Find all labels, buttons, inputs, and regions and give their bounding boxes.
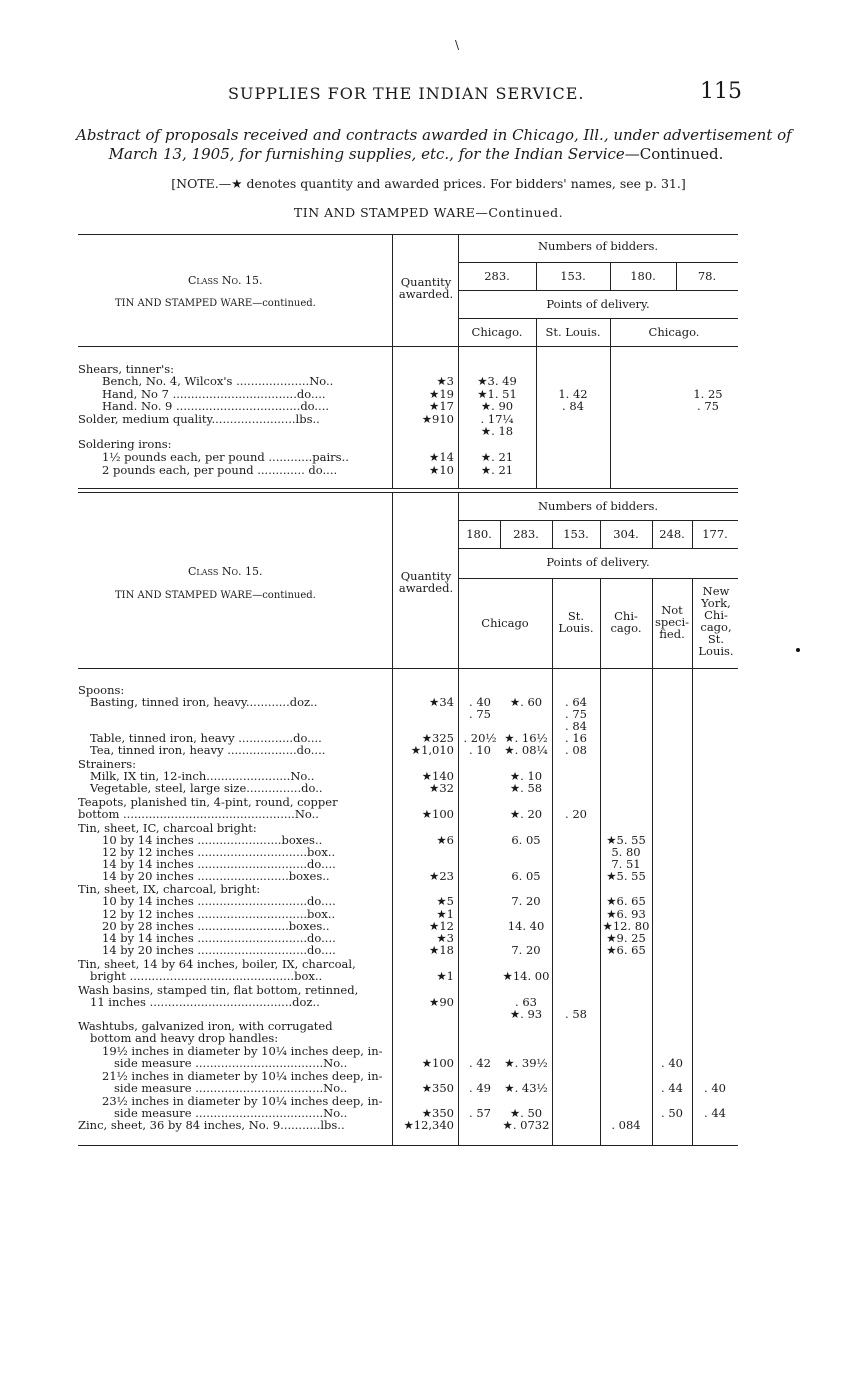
price-cell: . 20 <box>565 807 587 821</box>
bidder-283: 283. <box>513 527 539 541</box>
quantity-cell: ★32 <box>429 781 454 795</box>
row-label: Hand, No 7 ..................................do.... <box>102 387 326 401</box>
row-label: Shears, tinner's: <box>78 362 175 376</box>
row-label: 12 by 12 inches ..............................box.. <box>102 845 336 859</box>
class-subtitle: TIN AND STAMPED WARE—continued. <box>115 298 316 309</box>
price-cell: . 08 <box>565 743 587 757</box>
quantity-cell: ★23 <box>429 869 454 883</box>
price-cell: . 40 <box>469 695 491 709</box>
row-label: Tin, sheet, IX, charcoal, bright: <box>78 882 261 896</box>
price-cell: ★. 50 <box>509 1106 543 1120</box>
price-cell: 14. 40 <box>507 919 545 933</box>
bidders-header: Numbers of bidders. <box>537 239 659 253</box>
row-label: Tin, sheet, IC, charcoal bright: <box>78 821 257 835</box>
bidder-248: 248. <box>659 527 685 541</box>
row-label: Bench, No. 4, Wilcox's ....................No.. <box>102 374 334 388</box>
row-label: side measure ...................................No.. <box>114 1056 348 1070</box>
row-label: Tea, tinned iron, heavy ...................do.... <box>90 743 326 757</box>
quantity-cell: ★12 <box>429 919 454 933</box>
row-label: Wash basins, stamped tin, flat bottom, retinned, <box>78 983 359 997</box>
note: [NOTE.—★ denotes quantity and awarded prices. For bidders' names, see p. 31.] <box>171 176 686 191</box>
class-label: Class No. 15. <box>188 274 263 287</box>
row-label: Strainers: <box>78 757 137 771</box>
abstract-line-2: March 13, 1905, for furnishing supplies, etc., for the Indian Service <box>108 145 625 163</box>
row-label: 20 by 28 inches .........................boxes.. <box>102 919 330 933</box>
price-cell: ★3. 49 <box>477 374 517 388</box>
price-cell: ★. 10 <box>509 769 543 783</box>
delivery-chicago: Chicago. <box>471 325 523 339</box>
delivery-st-louis: St. Louis. <box>545 325 601 339</box>
delivery-header: Points of delivery. <box>546 555 650 569</box>
price-cell: ★. 43½ <box>504 1081 548 1095</box>
quantity-cell: ★325 <box>421 731 454 745</box>
price-cell: 7. 20 <box>511 943 541 957</box>
row-label: Table, tinned iron, heavy ...............do.... <box>90 731 322 745</box>
price-cell: ★9. 25 <box>606 931 646 945</box>
bidders-header: Numbers of bidders. <box>537 499 659 513</box>
bidder-180: 180. <box>630 269 656 283</box>
row-label: 21½ inches in diameter by 10¼ inches deep, in- <box>102 1069 383 1083</box>
row-label: Basting, tinned iron, heavy............doz.. <box>90 695 318 709</box>
price-cell: ★. 20 <box>509 807 543 821</box>
row-label: Vegetable, steel, large size...............do.. <box>90 781 323 795</box>
price-cell: ★. 08¼ <box>504 743 548 757</box>
quantity-cell: ★6 <box>436 833 454 847</box>
price-cell: . 17¼ <box>480 412 514 426</box>
row-label: 1½ pounds each, per pound ............pairs.. <box>102 450 349 464</box>
row-label: 14 by 14 inches ..............................do.... <box>102 931 336 945</box>
price-cell: . 40 <box>661 1056 683 1070</box>
row-label: Spoons: <box>78 683 125 697</box>
price-cell: . 75 <box>469 707 491 721</box>
price-cell: . 84 <box>565 719 587 733</box>
row-label: 10 by 14 inches .......................boxes.. <box>102 833 323 847</box>
quantity-cell: ★5 <box>436 894 454 908</box>
price-cell: ★. 58 <box>509 781 543 795</box>
price-cell: 1. 25 <box>693 387 723 401</box>
price-cell: . 42 <box>469 1056 491 1070</box>
running-title: SUPPLIES FOR THE INDIAN SERVICE. <box>228 84 585 103</box>
row-label: 10 by 14 inches ..............................do.... <box>102 894 336 908</box>
quantity-cell: ★350 <box>421 1106 454 1120</box>
price-cell: . 58 <box>565 1007 587 1021</box>
price-cell: ★12. 80 <box>602 919 650 933</box>
bidder-78: 78. <box>697 269 717 283</box>
price-cell: 7. 20 <box>511 894 541 908</box>
quantity-header: Quantity awarded. <box>398 275 454 301</box>
quantity-header: Quantity awarded. <box>398 569 454 595</box>
abstract-tail: —Continued. <box>624 145 724 163</box>
price-cell: ★6. 93 <box>606 907 646 921</box>
price-cell: ★6. 65 <box>606 943 646 957</box>
price-cell: ★. 21 <box>480 450 514 464</box>
quantity-cell: ★14 <box>429 450 454 464</box>
row-label: 14 by 14 inches ..............................do.... <box>102 857 336 871</box>
price-cell: ★. 16½ <box>504 731 548 745</box>
stray-mark: \ <box>455 38 460 52</box>
section-title: TIN AND STAMPED WARE—Continued. <box>293 205 564 220</box>
delivery-chicago: Chicago <box>481 616 529 630</box>
quantity-cell: ★17 <box>429 399 454 413</box>
abstract-line-1: Abstract of proposals received and contracts awarded in Chicago, Ill., under advertisement of <box>76 126 792 144</box>
quantity-cell: ★1 <box>436 907 454 921</box>
price-cell: . 84 <box>562 399 584 413</box>
price-cell: . 49 <box>469 1081 491 1095</box>
bidder-177: 177. <box>702 527 728 541</box>
price-cell: . 64 <box>565 695 587 709</box>
price-cell: . 084 <box>611 1118 641 1132</box>
price-cell: . 40 <box>704 1081 726 1095</box>
price-cell: ★5. 55 <box>606 869 646 883</box>
row-label: Hand. No. 9 ..................................do.... <box>102 399 330 413</box>
quantity-cell: ★90 <box>429 995 454 1009</box>
row-label: side measure ...................................No.. <box>114 1081 348 1095</box>
price-cell: . 75 <box>697 399 719 413</box>
bidder-153: 153. <box>560 269 586 283</box>
bidder-153: 153. <box>563 527 589 541</box>
row-label: Zinc, sheet, 36 by 84 inches, No. 9...........lbs.. <box>78 1118 345 1132</box>
quantity-cell: ★10 <box>429 463 454 477</box>
quantity-cell: ★18 <box>429 943 454 957</box>
price-cell: 7. 51 <box>611 857 641 871</box>
price-cell: ★5. 55 <box>606 833 646 847</box>
price-cell: . 57 <box>469 1106 491 1120</box>
quantity-cell: ★350 <box>421 1081 454 1095</box>
row-label: 11 inches .......................................doz.. <box>90 995 320 1009</box>
quantity-cell: ★12,340 <box>403 1118 454 1132</box>
price-cell: . 44 <box>661 1081 683 1095</box>
row-label: Solder, medium quality.......................lbs.. <box>78 412 320 426</box>
bidder-180: 180. <box>466 527 492 541</box>
quantity-cell: ★100 <box>421 807 454 821</box>
quantity-cell: ★1 <box>436 969 454 983</box>
price-cell: ★14. 00 <box>502 969 550 983</box>
quantity-cell: ★19 <box>429 387 454 401</box>
price-cell: ★. 39½ <box>504 1056 548 1070</box>
delivery-not-specified: Not speci- fied. <box>654 603 690 641</box>
row-label: Teapots, planished tin, 4-pint, round, copper <box>78 795 338 809</box>
quantity-cell: ★1,010 <box>410 743 454 757</box>
price-cell: ★. 93 <box>509 1007 543 1021</box>
row-label: 14 by 20 inches .........................boxes.. <box>102 869 330 883</box>
price-cell: ★. 0732 <box>502 1118 550 1132</box>
price-cell: . 63 <box>515 995 537 1009</box>
row-label: bottom and heavy drop handles: <box>90 1031 279 1045</box>
price-cell: ★. 18 <box>480 424 514 438</box>
row-label: Soldering irons: <box>78 437 172 451</box>
stray-dot <box>796 648 800 652</box>
price-cell: 5. 80 <box>611 845 641 859</box>
price-cell: . 44 <box>704 1106 726 1120</box>
price-cell: . 75 <box>565 707 587 721</box>
class-label: Class No. 15. <box>188 565 263 578</box>
price-cell: 1. 42 <box>558 387 588 401</box>
quantity-cell: ★100 <box>421 1056 454 1070</box>
delivery-header: Points of delivery. <box>546 297 650 311</box>
price-cell: ★. 60 <box>509 695 543 709</box>
quantity-cell: ★140 <box>421 769 454 783</box>
row-label: 12 by 12 inches ..............................box.. <box>102 907 336 921</box>
row-label: Milk, IX tin, 12-inch.......................No.. <box>90 769 315 783</box>
price-cell: 6. 05 <box>511 833 541 847</box>
row-label: 2 pounds each, per pound ............. do.... <box>102 463 338 477</box>
bidder-283: 283. <box>484 269 510 283</box>
row-label: Tin, sheet, 14 by 64 inches, boiler, IX, charcoal, <box>78 957 356 971</box>
row-label: 23½ inches in diameter by 10¼ inches deep, in- <box>102 1094 383 1108</box>
quantity-cell: ★34 <box>429 695 454 709</box>
row-label: 14 by 20 inches ..............................do.... <box>102 943 336 957</box>
price-cell: . 50 <box>661 1106 683 1120</box>
row-label: bottom ...............................................No.. <box>78 807 319 821</box>
price-cell: . 16 <box>565 731 587 745</box>
price-cell: ★. 90 <box>480 399 514 413</box>
class-subtitle: TIN AND STAMPED WARE—continued. <box>115 590 316 601</box>
row-label: 19½ inches in diameter by 10¼ inches deep, in- <box>102 1044 383 1058</box>
price-cell: 6. 05 <box>511 869 541 883</box>
price-cell: . 10 <box>469 743 491 757</box>
bidder-304: 304. <box>613 527 639 541</box>
row-label: side measure ...................................No.. <box>114 1106 348 1120</box>
price-cell: ★. 21 <box>480 463 514 477</box>
delivery-new-york-chicago-st-louis: New York, Chi- cago, St. Louis. <box>698 584 734 658</box>
price-cell: ★6. 65 <box>606 894 646 908</box>
row-label: Washtubs, galvanized iron, with corrugated <box>78 1019 333 1033</box>
row-label: bright .............................................box.. <box>90 969 323 983</box>
quantity-cell: ★3 <box>436 931 454 945</box>
quantity-cell: ★3 <box>436 374 454 388</box>
price-cell: ★1. 51 <box>477 387 517 401</box>
quantity-cell: ★910 <box>421 412 454 426</box>
delivery-chicago-2: Chicago. <box>648 325 700 339</box>
delivery-st-louis: St. Louis. <box>558 609 594 635</box>
delivery-chicago-2: Chi- cago. <box>610 609 642 635</box>
abstract-heading <box>76 126 792 164</box>
page-number: 115 <box>700 79 742 104</box>
price-cell: . 20½ <box>463 731 497 745</box>
